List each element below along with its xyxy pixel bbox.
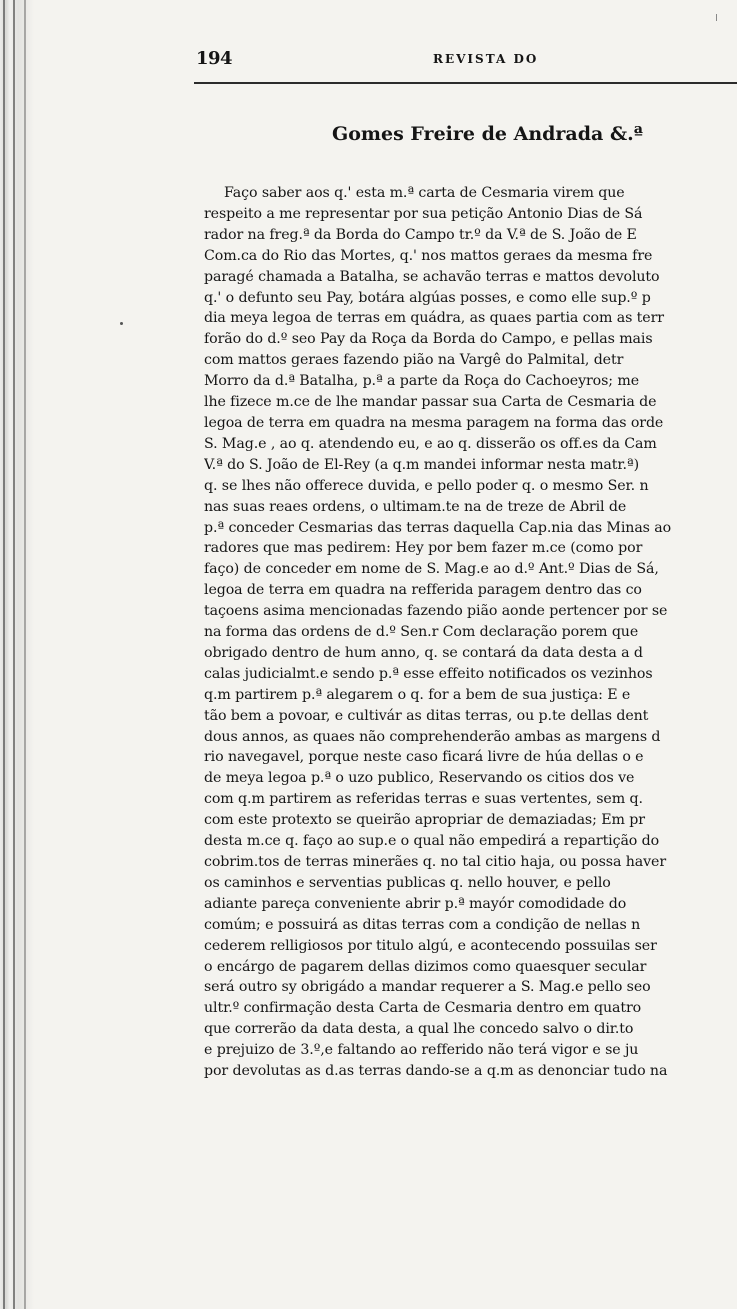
body-line: os caminhos e serventias publicas q. nello houver, e pello [204,874,611,891]
body-line: cobrim.tos de terras minerães q. no tal citio haja, ou possa haver [204,854,667,870]
body-line: comúm; e possuirá as ditas terras com a condição de nellas n [204,916,641,933]
body-line: faço) de conceder em nome de S. Mag.e ao d.º Ant.º Dias de Sá, [204,561,659,578]
body-line: p.ª conceder Cesmarias das terras daquella Cap.nia das Minas ao [204,519,672,536]
body-line: S. Mag.e , ao q. atendendo eu, e ao q. disserão os off.es da Cam [204,435,657,452]
body-line: Morro da d.ª Batalha, p.ª a parte da Roça do Cachoeyros; me [204,373,640,390]
document-body [204,183,737,1293]
body-line: dia meya legoa de terras em quádra, as quaes partia com as terr [204,310,664,327]
body-line: ultr.º confirmação desta Carta de Cesmaria dentro em quatro [204,1000,642,1017]
body-line: cederem relligiosos por titulo algú, e acontecendo possuilas ser [204,937,657,954]
body-line: calas judicialmt.e sendo p.ª esse effeito notificados os vezinhos [204,665,653,682]
body-line: forão do d.º seo Pay da Roça da Borda do Campo, e pellas mais [204,331,653,348]
body-line: taçoens asima mencionadas fazendo pião aonde pertencer por se [204,603,668,620]
body-line: legoa de terra em quadra na mesma paragem na forma das orde [204,414,664,431]
body-line: q.m partirem p.ª alegarem o q. for a bem de sua justiça: E e [204,686,631,703]
body-line: na forma das ordens de d.º Sen.r Com declaração porem que [204,624,639,641]
body-line: que correrão da data desta, a qual lhe concedo salvo o dir.to [204,1021,634,1038]
header-rule [194,82,737,84]
print-speck [716,14,717,21]
body-line: rador na freg.ª da Borda do Campo tr.º da V.ª de S. João de E [204,226,637,243]
body-line: o encárgo de pagarem dellas dizimos como quaesquer secular [204,958,647,975]
body-line: radores que mas pedirem: Hey por bem fazer m.ce (como por [204,540,643,557]
body-line: paragé chamada a Batalha, se achavão terras e mattos devoluto [204,268,660,285]
page-binding-edge [0,0,34,1309]
body-line: com mattos geraes fazendo pião na Vargê do Palmital, detr [204,352,624,369]
body-line: respeito a me representar por sua petição Antonio Dias de Sá [204,205,643,222]
body-line: desta m.ce q. faço ao sup.e o qual não empedirá a repartição do [204,833,660,850]
body-line: lhe fizece m.ce de lhe mandar passar sua Carta de Cesmaria de [204,394,657,411]
body-line: q. se lhes não offerece duvida, e pello poder q. o mesmo Ser. n [204,477,649,494]
body-line: q.' o defunto seu Pay, botára algúas posses, e como elle sup.º p [204,289,651,306]
body-line: legoa de terra em quadra na refferida paragem dentro das co [204,582,642,599]
body-line: obrigado dentro de hum anno, q. se contará da data desta a d [204,644,643,661]
running-title: REVISTA DO [433,52,539,66]
body-line: de meya legoa p.ª o uzo publico, Reservando os citios dos ve [204,770,635,787]
body-line: V.ª do S. João de El-Rey (a q.m mandei informar nesta matr.ª) [204,456,639,473]
body-line: dous annos, as quaes não comprehenderão ambas as margens d [204,728,661,745]
body-line: adiante pareça conveniente abrir p.ª mayór comodidade do [204,895,627,912]
print-speck [120,322,123,325]
body-line: nas suas reaes ordens, o ultimam.te na de treze de Abril de [204,498,627,515]
body-line: por devolutas as d.as terras dando-se a q.m as denonciar tudo na [204,1063,668,1080]
body-line: rio navegavel, porque neste caso ficará livre de húa dellas o e [204,749,644,766]
document-title: Gomes Freire de Andrada &.ª [332,123,643,145]
binding-shadow-line [13,0,15,1309]
body-line: com q.m partirem as referidas terras e suas vertentes, sem q. [204,791,643,808]
body-line: tão bem a povoar, e cultivár as ditas terras, ou p.te dellas dent [204,707,649,724]
binding-shadow-line [24,0,26,1309]
body-line: e prejuizo de 3.º,e faltando ao refferido não terá vigor e se ju [204,1042,639,1059]
body-line: Com.ca do Rio das Mortes, q.' nos mattos geraes da mesma fre [204,247,653,264]
body-line: será outro sy obrigádo a mandar requerer a S. Mag.e pello seo [204,979,651,996]
binding-shadow-line [3,0,5,1309]
body-line: Faço saber aos q.' esta m.ª carta de Cesmaria virem que [224,185,625,201]
page-number: 194 [196,48,233,69]
body-line: com este protexto se queirão apropriar de demaziadas; Em pr [204,812,645,829]
